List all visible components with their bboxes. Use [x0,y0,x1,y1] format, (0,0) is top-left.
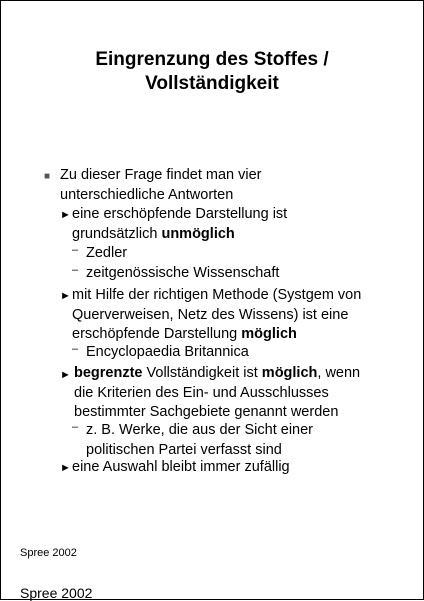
list-item: Zu dieser Frage findet man vier unterschiedliche Antworten [60,167,262,203]
arrow-bullet-icon: ► [60,462,71,474]
list-item: eine erschöpfende Darstellung ist grundsätzlich unmöglich [72,206,288,242]
list-item: eine Auswahl bleibt immer zufällig [72,459,290,475]
slide-footer: Spree 2002 [20,547,77,559]
dash-bullet-icon: – [72,343,79,355]
list-item: Encyclopaedia Britannica [86,344,249,360]
dash-bullet-icon: – [72,421,79,433]
list-item: zeitgenössische Wissenschaft [86,265,280,281]
page-footer: Spree 2002 [20,585,93,601]
dash-bullet-icon: – [72,264,79,276]
square-bullet-icon: ■ [44,171,51,182]
dash-bullet-icon: – [72,244,79,256]
arrow-bullet-icon: ► [60,209,71,221]
list-item: Zedler [86,245,128,261]
title-line-2: Vollständigkeit [145,73,279,94]
title-line-1: Eingrenzung des Stoffes / [95,49,329,70]
arrow-bullet-icon: ► [60,369,71,381]
list-item: z. B. Werke, die aus der Sicht einer politischen Partei verfasst sind [86,422,314,458]
arrow-bullet-icon: ► [60,290,71,302]
list-item: begrenzte Vollständigkeit ist möglich, wenn die Kriterien des Ein- und Ausschlusses bestimmter Sachgebiete genannt werden [74,365,361,420]
slide-title [40,48,384,96]
list-item: mit Hilfe der richtigen Methode (Systgem von Querverweisen, Netz des Wissens) ist eine erschöpfende Darstellung möglich [72,287,362,342]
